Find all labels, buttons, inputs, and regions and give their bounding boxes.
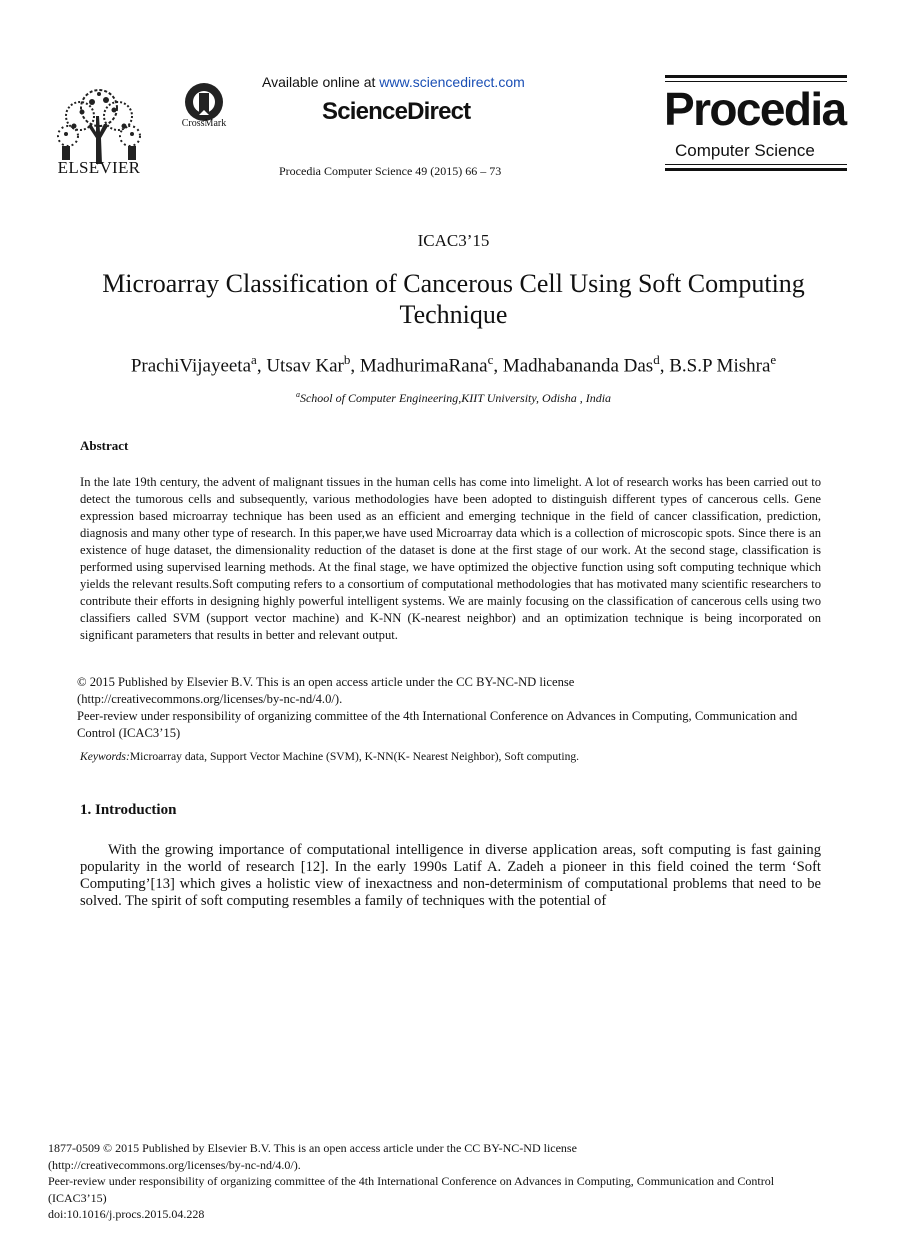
affiliation-text: School of Computer Engineering,KIIT University, Odisha , India (299, 391, 612, 405)
author-separator: , (659, 355, 670, 377)
introduction-body: With the growing importance of computational intelligence in diverse application areas, soft computing is fast gaining popularity in the world of research [12]. In the early 1990s Latif A. Zadeh a pioneer in this field coined the term ‘Soft Computing’[13] which gives a holistic view of inexactness and non-determinism of computational problems that need to be solved. The spirit of soft computing resembles a family of techniques with the potential of (80, 842, 821, 909)
footer-doi[interactable]: doi:10.1016/j.procs.2015.04.228 (48, 1207, 205, 1221)
author-affil-mark: d (653, 352, 660, 367)
crossmark-label: CrossMark (181, 118, 227, 129)
procedia-rule (665, 164, 847, 165)
paper-title: Microarray Classification of Cancerous Cell Using Soft Computing Technique (102, 269, 805, 329)
author-name: Utsav Kar (266, 355, 344, 377)
author-separator: , (256, 355, 267, 377)
license-block (77, 674, 821, 742)
procedia-wordmark: Procedia (664, 83, 846, 135)
author-name: Madhabananda Das (502, 355, 654, 377)
affiliation-mark: a (295, 390, 300, 399)
keywords-label: Keywords: (80, 750, 130, 763)
peer-review-note: Peer-review under responsibility of organizing committee of the 4th International Conference on Advances in Computing, Communication and Control (ICAC3’15) (77, 709, 798, 740)
keywords-text: Microarray data, Support Vector Machine (SVM), K-NN(K- Nearest Neighbor), Soft computing. (129, 750, 580, 763)
affiliation (0, 390, 907, 406)
author-name: B.S.P Mishra (669, 355, 771, 377)
conference-name: ICAC3’15 (417, 231, 490, 250)
sciencedirect-link[interactable]: www.sciencedirect.com (379, 74, 525, 90)
available-online-line (262, 74, 525, 90)
author-separator: , (493, 355, 503, 377)
procedia-rule (665, 75, 847, 78)
footer-issn-line: 1877-0509 © 2015 Published by Elsevier B.V. This is an open access article under the CC BY-NC-ND license (48, 1141, 577, 1155)
sciencedirect-wordmark: ScienceDirect (322, 98, 471, 125)
keywords-line (80, 750, 821, 763)
author-affil-mark: a (251, 352, 257, 367)
author-name: PrachiVijayeeta (130, 355, 252, 377)
procedia-subtitle: Computer Science (675, 141, 815, 160)
author-list (0, 352, 907, 377)
author-separator: , (350, 355, 360, 377)
elsevier-wordmark: ELSEVIER (57, 158, 141, 177)
abstract-body: In the late 19th century, the advent of malignant tissues in the human cells has come into limelight. A lot of research works has been carried out to detect the tumorous cells and subsequently, various methodologies have been adopted to distinguish different types of cancerous cells. Gene expression based microarray technique has been used as an efficient and emerging technique in the field of cancer classification, prediction, diagnosis and many other type of research. In this paper,we have used Microarray data which is a collection of microscopic spots. Since there is an existence of huge dataset, the dimensionality reduction of the dataset is done at the first stage of our work. At the second stage, classification is performed using supervised learning methods. At the final stage, we have optimized the objective function using soft computing technique which yields the relevant results.Soft computing refers to a consortium of computational methodologies that has motivated many scientific researchers to contribute their efforts in designing highly powerful intelligent systems. We are mainly focusing on the classification of cancerous cells using two classifiers called SVM (support vector machine) and K-NN (K-nearest neighbor) and an optimization technique is being incorporated on significant parameters that results in better and relevant output. (80, 475, 821, 642)
author-affil-mark: b (343, 352, 351, 367)
page-footer (48, 1140, 828, 1223)
abstract-heading: Abstract (80, 438, 129, 453)
available-prefix: Available online at (262, 74, 380, 90)
journal-reference: Procedia Computer Science 49 (2015) 66 – 73 (279, 164, 502, 178)
section-heading: 1. Introduction (80, 802, 177, 818)
procedia-rule (665, 168, 847, 171)
author-name: MadhurimaRana (359, 355, 488, 377)
author-affil-mark: e (770, 352, 777, 367)
license-url[interactable]: (http://creativecommons.org/licenses/by-nc-nd/4.0/). (77, 692, 343, 706)
license-line: © 2015 Published by Elsevier B.V. This is an open access article under the CC BY-NC-ND license (77, 675, 575, 689)
procedia-rule (665, 81, 847, 82)
author-affil-mark: c (487, 352, 494, 367)
footer-license-url[interactable]: (http://creativecommons.org/licenses/by-nc-nd/4.0/). (48, 1157, 301, 1172)
footer-peer-review: Peer-review under responsibility of organizing committee of the 4th International Conference on Advances in Computing, Communication and Control (ICAC3’15) (48, 1174, 775, 1205)
